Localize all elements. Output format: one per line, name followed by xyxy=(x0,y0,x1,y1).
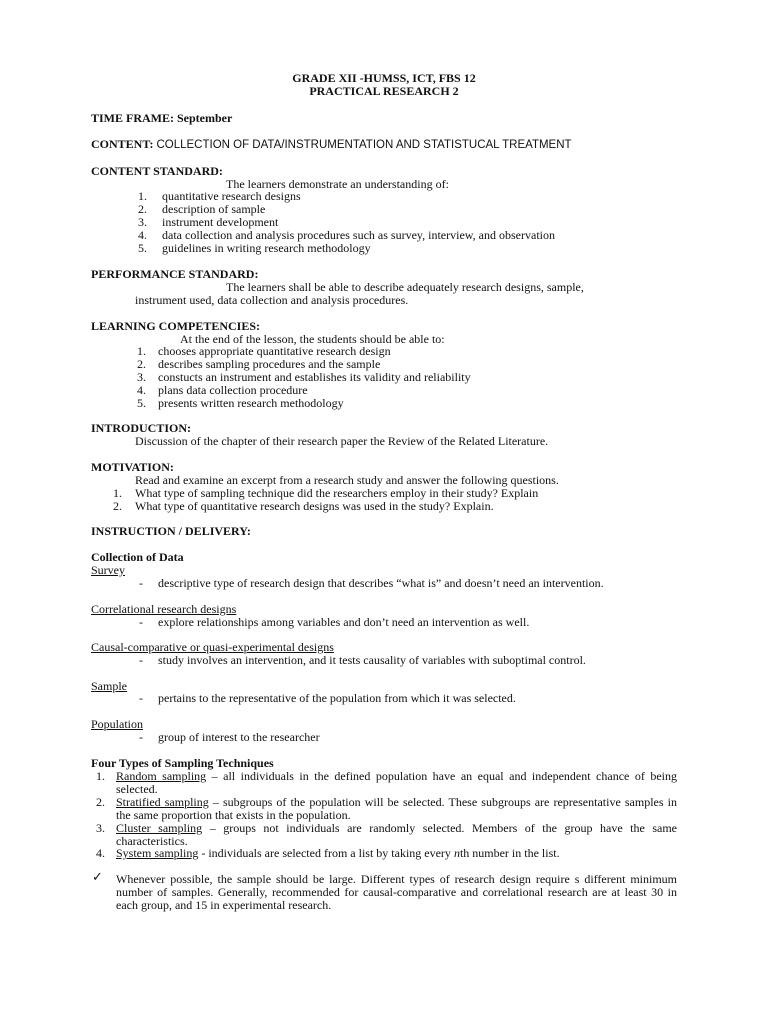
header-subject: PRACTICAL RESEARCH 2 xyxy=(309,84,459,98)
introduction-heading: INTRODUCTION: xyxy=(91,421,192,435)
definition: study involves an intervention, and it tests causality of variables with suboptimal control. xyxy=(158,653,586,667)
list-number: 2. xyxy=(138,202,147,216)
list-item: presents written research methodology xyxy=(158,396,344,410)
time-frame-label: TIME FRAME: xyxy=(91,111,174,125)
learning-competencies-intro: At the end of the lesson, the students should be able to: xyxy=(180,332,445,346)
learning-competencies-heading: LEARNING COMPETENCIES: xyxy=(91,319,261,333)
sampling-variable-n: n xyxy=(453,846,460,860)
list-number: 4. xyxy=(138,228,147,242)
list-item: instrument development xyxy=(162,215,279,229)
term-stratified-sampling: Stratified sampling xyxy=(116,795,209,809)
sampling-item-system xyxy=(116,847,560,860)
list-number: 2. xyxy=(96,795,105,809)
content-standard-heading: CONTENT STANDARD: xyxy=(91,164,223,178)
list-item: guidelines in writing research methodology xyxy=(162,241,371,255)
dash: - xyxy=(139,576,143,590)
performance-standard-line: instrument used, data collection and analysis procedures. xyxy=(135,293,409,307)
definition: descriptive type of research design that describes “what is” and doesn’t need an intervention. xyxy=(158,576,604,590)
list-number: 4. xyxy=(137,383,146,397)
sample-size-note xyxy=(116,873,677,912)
term-system-sampling: System sampling xyxy=(116,846,199,860)
content-label: CONTENT: xyxy=(91,137,154,151)
term-population: Population xyxy=(91,717,144,731)
term-correlational: Correlational research designs xyxy=(91,602,237,616)
sampling-description: – groups not individuals are randomly selected. Members of the group have the same characteristics. xyxy=(116,821,677,848)
list-item: description of sample xyxy=(162,202,266,216)
list-number: 3. xyxy=(137,370,146,384)
dash: - xyxy=(139,730,143,744)
list-item: What type of quantitative research designs was used in the study? Explain. xyxy=(135,499,494,513)
sampling-item-cluster xyxy=(116,822,677,848)
term-sample: Sample xyxy=(91,679,127,693)
sampling-description: – subgroups of the population will be selected. These subgroups are representative samples in the same proportion that exists in the population. xyxy=(116,795,677,822)
sampling-description: th number in the list. xyxy=(459,846,560,860)
collection-heading: Collection of Data xyxy=(91,550,184,564)
header-grade: GRADE XII -HUMSS, ICT, FBS 12 xyxy=(292,71,476,85)
definition: explore relationships among variables and don’t need an intervention as well. xyxy=(158,615,530,629)
content-line xyxy=(91,138,572,152)
content-standard-intro: The learners demonstrate an understanding of: xyxy=(226,177,449,191)
list-number: 1. xyxy=(113,486,122,500)
term-cluster-sampling: Cluster sampling xyxy=(116,821,203,835)
list-number: 3. xyxy=(138,215,147,229)
sampling-item-stratified xyxy=(116,796,677,822)
list-item: What type of sampling technique did the researchers employ in their study? Explain xyxy=(135,486,539,500)
motivation-intro: Read and examine an excerpt from a research study and answer the following questions. xyxy=(135,473,559,487)
list-number: 1. xyxy=(138,189,147,203)
performance-standard-heading: PERFORMANCE STANDARD: xyxy=(91,267,259,281)
sampling-item-random xyxy=(116,770,677,796)
list-item: quantitative research designs xyxy=(162,189,301,203)
list-number: 1. xyxy=(137,344,146,358)
dash: - xyxy=(139,615,143,629)
sample-size-note-text: Whenever possible, the sample should be large. Different types of research design require s different minimum number of samples. Generally, recommended for causal-comparative and correlational research are at least 30 in each group, and 15 in experimental research. xyxy=(116,872,677,912)
time-frame xyxy=(91,112,232,125)
list-number: 5. xyxy=(138,241,147,255)
sampling-description: - individuals are selected from a list by taking every xyxy=(198,846,454,860)
list-item: describes sampling procedures and the sample xyxy=(158,357,381,371)
dash: - xyxy=(139,691,143,705)
content-value: COLLECTION OF DATA/INSTRUMENTATION AND STATISTUCAL TREATMENT xyxy=(156,139,572,151)
list-item: chooses appropriate quantitative research design xyxy=(158,344,391,358)
sampling-description: – all individuals in the defined population have an equal and independent chance of being selected. xyxy=(116,769,677,796)
performance-standard-line: The learners shall be able to describe adequately research designs, sample, xyxy=(226,280,584,294)
term-random-sampling: Random sampling xyxy=(116,769,207,783)
list-item: data collection and analysis procedures such as survey, interview, and observation xyxy=(162,228,555,242)
term-survey: Survey xyxy=(91,563,125,577)
definition: group of interest to the researcher xyxy=(158,730,320,744)
term-causal-comparative: Causal-comparative or quasi-experimental designs xyxy=(91,640,334,654)
definition: pertains to the representative of the population from which it was selected. xyxy=(158,691,516,705)
list-number: 4. xyxy=(96,846,105,860)
time-frame-value: September xyxy=(177,111,233,125)
list-number: 2. xyxy=(113,499,122,513)
list-item: plans data collection procedure xyxy=(158,383,308,397)
motivation-heading: MOTIVATION: xyxy=(91,460,174,474)
list-number: 1. xyxy=(96,769,105,783)
list-number: 5. xyxy=(137,396,146,410)
list-number: 2. xyxy=(137,357,146,371)
sampling-heading: Four Types of Sampling Techniques xyxy=(91,756,274,770)
dash: - xyxy=(139,653,143,667)
introduction-text: Discussion of the chapter of their research paper the Review of the Related Literature. xyxy=(135,434,549,448)
check-icon: ✓ xyxy=(92,870,103,885)
list-item: constucts an instrument and establishes its validity and reliability xyxy=(158,370,471,384)
instruction-heading: INSTRUCTION / DELIVERY: xyxy=(91,524,251,538)
list-number: 3. xyxy=(96,821,105,835)
